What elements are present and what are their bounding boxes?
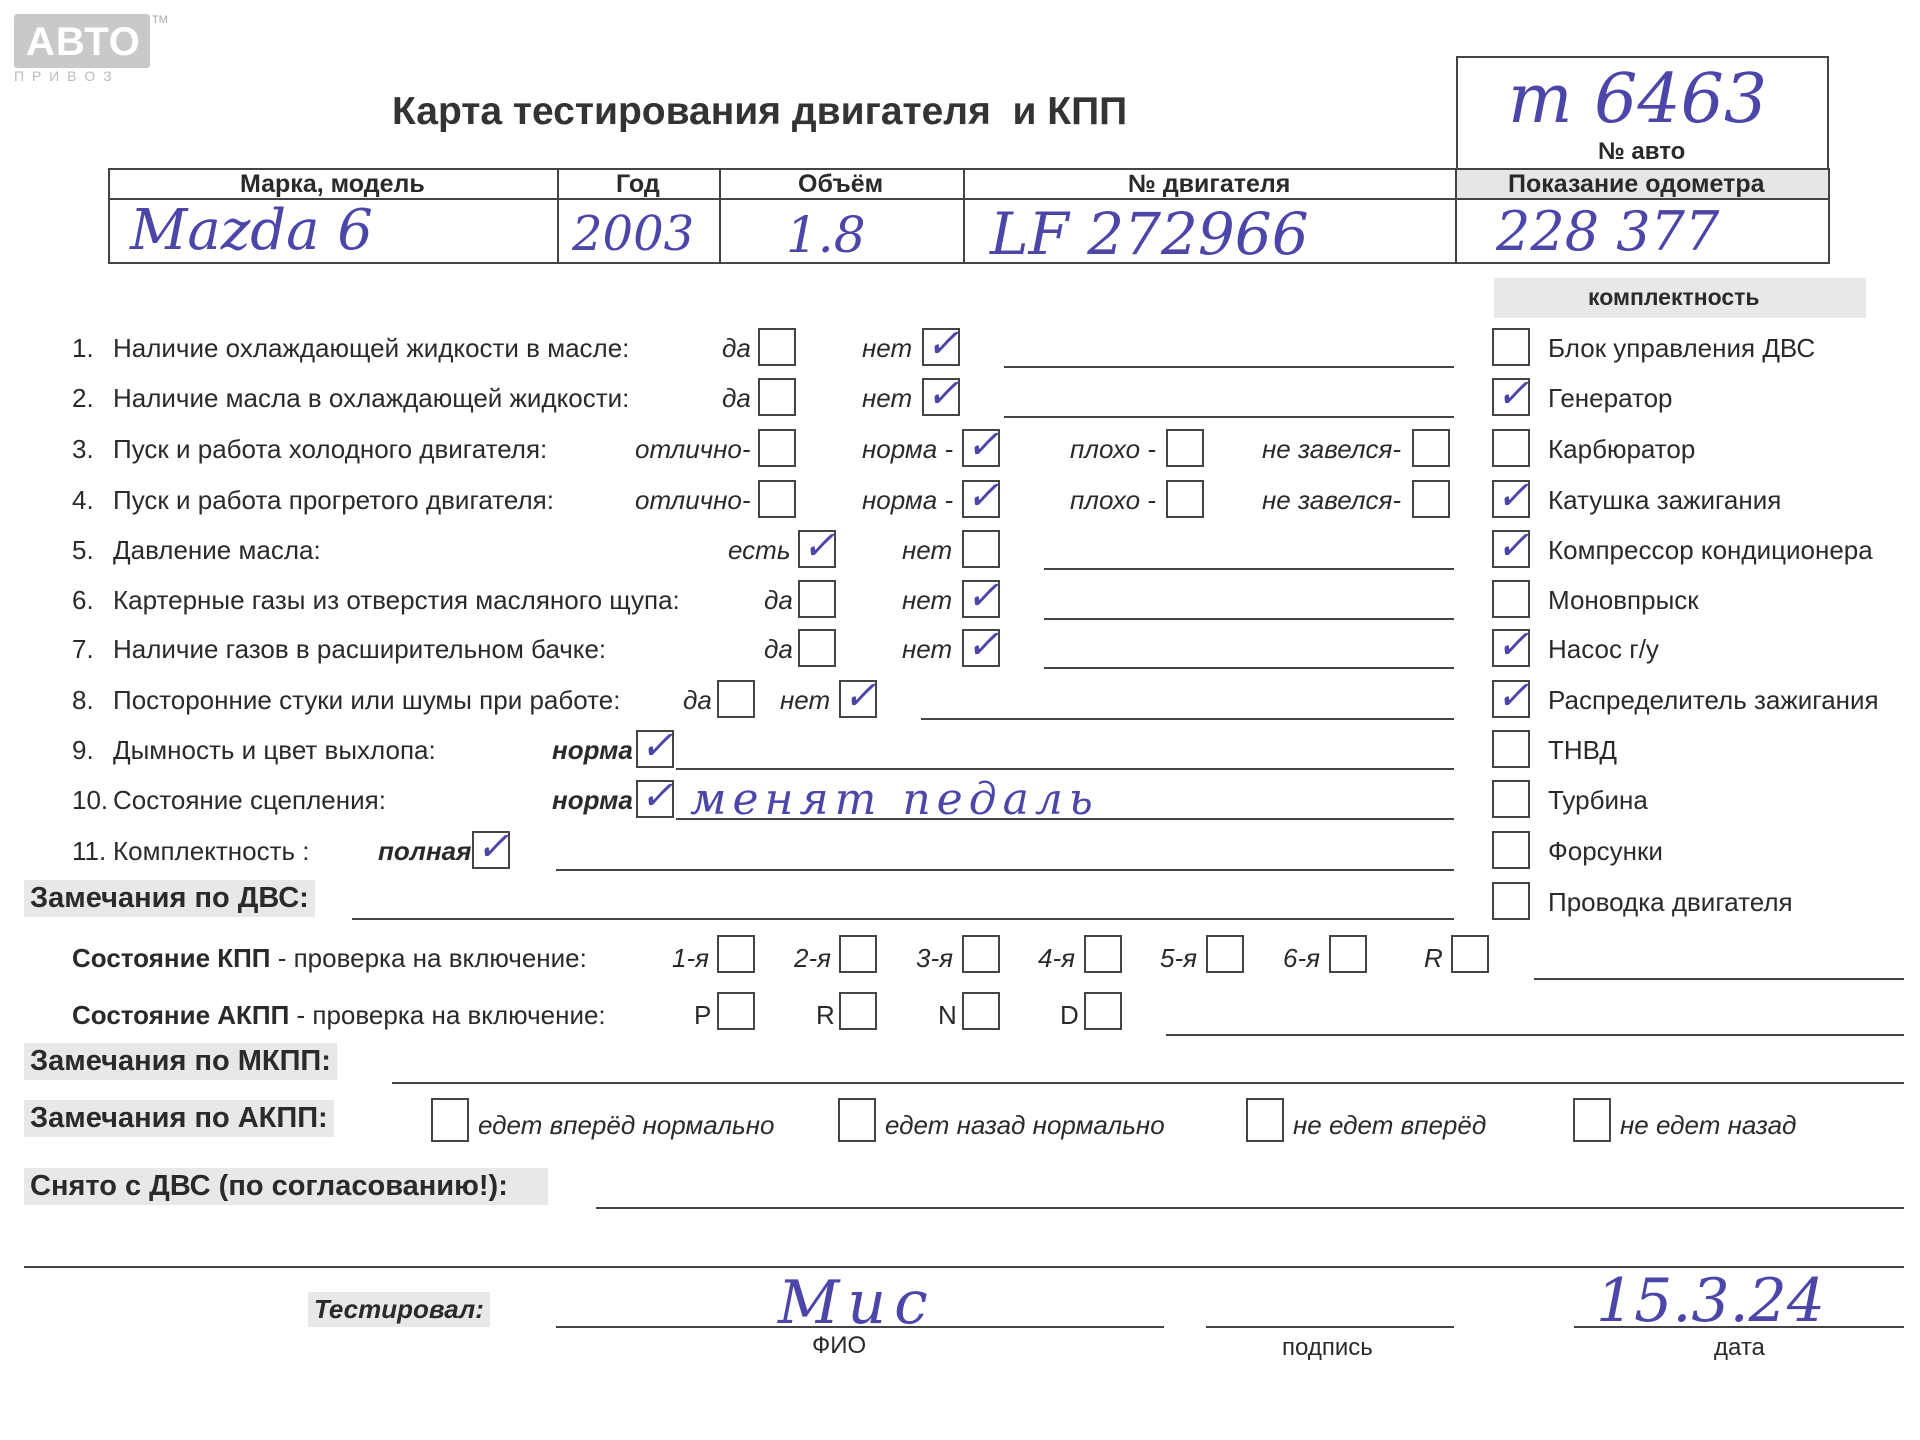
item-label: Пуск и работа прогретого двигателя: xyxy=(113,485,554,515)
checkbox[interactable] xyxy=(962,530,1000,568)
check-mark-icon: ✓ xyxy=(640,723,674,769)
gear-label: N xyxy=(938,1000,957,1030)
dvs-remarks-line[interactable] xyxy=(352,918,1454,920)
item-label: Дымность и цвет выхлопа: xyxy=(113,735,436,765)
engine-no-value[interactable]: LF 272966 xyxy=(990,200,1309,268)
checkbox[interactable] xyxy=(1412,429,1450,467)
checkbox[interactable] xyxy=(758,480,796,518)
completeness-checkbox-checked[interactable] xyxy=(1492,673,1530,719)
completeness-label: Генератор xyxy=(1548,383,1673,413)
akpp-label-rest: - проверка на включение: xyxy=(289,1000,606,1030)
gear-checkbox[interactable] xyxy=(962,935,1000,973)
item-label: Комплектность : xyxy=(113,836,310,866)
check-mark-icon: ✓ xyxy=(843,673,877,719)
checkbox[interactable] xyxy=(1412,480,1450,518)
option-label: не завелся- xyxy=(1262,485,1402,515)
check-mark-icon: ✓ xyxy=(1496,523,1530,569)
check-mark-icon: ✓ xyxy=(926,371,960,417)
completeness-label: Турбина xyxy=(1548,785,1648,815)
completeness-checkbox-checked[interactable] xyxy=(1492,473,1530,519)
kpp-label xyxy=(72,943,587,974)
removed-line[interactable] xyxy=(596,1207,1904,1209)
item-label: Пуск и работа холодного двигателя: xyxy=(113,434,548,464)
sign-label: подпись xyxy=(1282,1334,1373,1361)
answer-line xyxy=(921,718,1454,720)
option-label: полная xyxy=(378,836,472,866)
completeness-label: Распределитель зажигания xyxy=(1548,685,1879,715)
item-number: 1. xyxy=(72,333,94,363)
check-mark-icon: ✓ xyxy=(966,622,1000,668)
tested-by-label: Тестировал: xyxy=(308,1292,490,1327)
fio-line[interactable] xyxy=(556,1326,1164,1328)
col-label-model: Марка, модель xyxy=(240,170,425,198)
gear-checkbox[interactable] xyxy=(1206,935,1244,973)
col-divider xyxy=(963,168,965,264)
checkbox[interactable] xyxy=(758,328,796,366)
check-mark-icon: ✓ xyxy=(1496,673,1530,719)
option-label: да xyxy=(722,333,751,363)
completeness-title: комплектность xyxy=(1588,284,1760,310)
kpp-line[interactable] xyxy=(1534,978,1904,980)
akpp-remark-option: едет назад нормально xyxy=(885,1110,1165,1140)
akpp-label xyxy=(72,1000,606,1031)
check-mark-icon: ✓ xyxy=(802,523,836,569)
option-label: норма xyxy=(552,785,633,815)
odometer-value[interactable]: 228 377 xyxy=(1496,200,1720,263)
option-label: нет xyxy=(902,634,953,664)
option-label: отлично- xyxy=(635,434,751,464)
gear-label: 3-я xyxy=(916,943,954,973)
akpp-remark-checkbox[interactable] xyxy=(838,1098,876,1142)
checkbox[interactable] xyxy=(1166,480,1204,518)
gear-checkbox[interactable] xyxy=(962,992,1000,1030)
item-number: 6. xyxy=(72,585,94,615)
option-label: не завелся- xyxy=(1262,434,1402,464)
gear-label: P xyxy=(694,1000,712,1030)
completeness-checkbox[interactable] xyxy=(1492,580,1530,618)
date-label: дата xyxy=(1714,1334,1765,1361)
item-label: Наличие газов в расширительном бачке: xyxy=(113,634,607,664)
checkbox-checked[interactable] xyxy=(962,473,1000,519)
page-title: Карта тестирования двигателя и КПП xyxy=(392,90,1128,133)
gear-checkbox[interactable] xyxy=(717,935,755,973)
item-number: 11. xyxy=(72,836,107,866)
gear-label: 4-я xyxy=(1038,943,1076,973)
fio-value[interactable]: Мис xyxy=(778,1268,936,1338)
checkbox[interactable] xyxy=(798,629,836,667)
checkbox-checked[interactable] xyxy=(472,824,510,870)
gear-label: R xyxy=(816,1000,835,1030)
fio-label: ФИО xyxy=(812,1332,867,1359)
check-mark-icon: ✓ xyxy=(926,321,960,367)
checkbox[interactable] xyxy=(1166,429,1204,467)
option-label: нет xyxy=(902,535,953,565)
completeness-checkbox[interactable] xyxy=(1492,780,1530,818)
checkbox-checked[interactable] xyxy=(798,523,836,569)
option-label: норма - xyxy=(862,485,954,515)
option-label: норма xyxy=(552,735,633,765)
gear-label: 2-я xyxy=(794,943,832,973)
date-line[interactable] xyxy=(1574,1326,1904,1328)
gear-checkbox[interactable] xyxy=(839,935,877,973)
mkpp-remarks-line[interactable] xyxy=(392,1082,1904,1084)
answer-line xyxy=(676,768,1454,770)
check-mark-icon: ✓ xyxy=(1496,622,1530,668)
akpp-remark-option: не едет вперёд xyxy=(1293,1110,1487,1140)
answer-line xyxy=(1044,618,1454,620)
completeness-checkbox[interactable] xyxy=(1492,429,1530,467)
item-label: Картерные газы из отверстия масляного щупа: xyxy=(113,585,680,615)
gear-label: 1-я xyxy=(672,943,710,973)
item-label: Наличие охлаждающей жидкости в масле: xyxy=(113,333,630,363)
item-label: Состояние сцепления: xyxy=(113,785,386,815)
item-number: 3. xyxy=(72,434,94,464)
item-label: Давление масла: xyxy=(113,535,321,565)
completeness-checkbox-checked[interactable] xyxy=(1492,523,1530,569)
completeness-label: Блок управления ДВС xyxy=(1548,333,1816,363)
checkbox-checked[interactable] xyxy=(962,573,1000,619)
gear-label: R xyxy=(1424,943,1443,973)
completeness-label: Форсунки xyxy=(1548,836,1663,866)
akpp-remark-option: едет вперёд нормально xyxy=(478,1110,775,1140)
option-label: нет xyxy=(862,333,913,363)
checkbox-checked[interactable] xyxy=(922,371,960,417)
option-label: да xyxy=(683,685,712,715)
col-divider xyxy=(719,168,721,264)
option-label: да xyxy=(722,383,751,413)
kpp-label-bold: Состояние КПП xyxy=(72,943,271,973)
dvs-remarks-label: Замечания по ДВС: xyxy=(24,880,315,917)
check-mark-icon: ✓ xyxy=(476,824,510,870)
check-mark-icon: ✓ xyxy=(966,422,1000,468)
completeness-label: Катушка зажигания xyxy=(1548,485,1782,515)
completeness-label: Моновпрыск xyxy=(1548,585,1699,615)
checkbox-checked[interactable] xyxy=(839,673,877,719)
gear-label: D xyxy=(1060,1000,1079,1030)
checkbox[interactable] xyxy=(717,680,755,718)
option-label: плохо - xyxy=(1070,485,1156,515)
kpp-label-rest: - проверка на включение: xyxy=(270,943,587,973)
akpp-remarks-label: Замечания по АКПП: xyxy=(24,1100,334,1137)
akpp-remark-checkbox[interactable] xyxy=(431,1098,469,1142)
logo-text: АВТО xyxy=(26,20,141,64)
mkpp-remarks-label: Замечания по МКПП: xyxy=(24,1043,337,1080)
checkbox[interactable] xyxy=(798,580,836,618)
date-value[interactable]: 15.3.24 xyxy=(1596,1266,1826,1336)
option-label: норма - xyxy=(862,434,954,464)
akpp-line[interactable] xyxy=(1166,1034,1904,1036)
completeness-label: Проводка двигателя xyxy=(1548,887,1793,917)
gear-checkbox[interactable] xyxy=(1084,935,1122,973)
gear-label: 6-я xyxy=(1283,943,1321,973)
gear-checkbox[interactable] xyxy=(1329,935,1367,973)
completeness-checkbox[interactable] xyxy=(1492,882,1530,920)
checkbox-checked[interactable] xyxy=(636,723,674,769)
item-label: Наличие масла в охлаждающей жидкости: xyxy=(113,383,630,413)
completeness-checkbox[interactable] xyxy=(1492,831,1530,869)
car-number-value[interactable]: т 6463 xyxy=(1508,60,1768,139)
clutch-note[interactable]: менят педаль xyxy=(690,774,1099,825)
item-number: 10. xyxy=(72,785,109,815)
model-value[interactable]: Mazda 6 xyxy=(130,198,373,263)
checkbox-checked[interactable] xyxy=(962,422,1000,468)
answer-line xyxy=(1004,366,1454,368)
item-number: 4. xyxy=(72,485,94,515)
check-mark-icon: ✓ xyxy=(966,473,1000,519)
item-number: 7. xyxy=(72,634,94,664)
gear-label: 5-я xyxy=(1160,943,1198,973)
option-label: да xyxy=(764,585,793,615)
item-number: 9. xyxy=(72,735,94,765)
completeness-checkbox-checked[interactable] xyxy=(1492,371,1530,417)
completeness-checkbox[interactable] xyxy=(1492,730,1530,768)
akpp-remark-option: не едет назад xyxy=(1620,1110,1797,1140)
checkbox-checked[interactable] xyxy=(922,321,960,367)
completeness-label: Насос г/у xyxy=(1548,634,1659,664)
checkbox[interactable] xyxy=(758,378,796,416)
car-number-label: № авто xyxy=(1598,138,1686,165)
col-label-volume: Объём xyxy=(798,170,884,198)
year-value[interactable]: 2003 xyxy=(572,206,695,262)
gear-checkbox[interactable] xyxy=(717,992,755,1030)
item-number: 5. xyxy=(72,535,94,565)
logo-subtext: П Р И В О З xyxy=(14,68,114,84)
check-mark-icon: ✓ xyxy=(966,573,1000,619)
item-label: Посторонние стуки или шумы при работе: xyxy=(113,685,621,715)
answer-line xyxy=(556,869,1454,871)
option-label: есть xyxy=(728,535,791,565)
option-label: нет xyxy=(780,685,831,715)
option-label: нет xyxy=(902,585,953,615)
gear-checkbox[interactable] xyxy=(1451,935,1489,973)
checkbox-checked[interactable] xyxy=(636,773,674,819)
sign-line[interactable] xyxy=(1206,1326,1454,1328)
completeness-label: ТНВД xyxy=(1548,735,1618,765)
col-label-engine-no: № двигателя xyxy=(1128,170,1291,198)
removed-label: Снято с ДВС (по согласованию!): xyxy=(24,1168,548,1205)
completeness-label: Компрессор кондиционера xyxy=(1548,535,1873,565)
col-label-year: Год xyxy=(616,170,660,198)
akpp-remark-checkbox[interactable] xyxy=(1573,1098,1611,1142)
item-number: 8. xyxy=(72,685,94,715)
logo xyxy=(14,14,150,68)
checkbox-checked[interactable] xyxy=(962,622,1000,668)
volume-value[interactable]: 1.8 xyxy=(786,206,866,264)
gear-checkbox[interactable] xyxy=(839,992,877,1030)
check-mark-icon: ✓ xyxy=(1496,371,1530,417)
answer-line xyxy=(1044,667,1454,669)
completeness-checkbox-checked[interactable] xyxy=(1492,622,1530,668)
answer-line xyxy=(1044,568,1454,570)
option-label: да xyxy=(764,634,793,664)
item-number: 2. xyxy=(72,383,94,413)
gear-checkbox[interactable] xyxy=(1084,992,1122,1030)
checkbox[interactable] xyxy=(758,429,796,467)
completeness-label: Карбюратор xyxy=(1548,434,1696,464)
option-label: плохо - xyxy=(1070,434,1156,464)
logo-tm: TM xyxy=(152,14,168,26)
col-label-odometer: Показание одометра xyxy=(1508,170,1765,198)
option-label: нет xyxy=(862,383,913,413)
option-label: отлично- xyxy=(635,485,751,515)
check-mark-icon: ✓ xyxy=(1496,473,1530,519)
col-divider xyxy=(557,168,559,264)
check-mark-icon: ✓ xyxy=(640,773,674,819)
akpp-label-bold: Состояние АКПП xyxy=(72,1000,290,1030)
answer-line xyxy=(1004,416,1454,418)
completeness-checkbox[interactable] xyxy=(1492,328,1530,366)
akpp-remark-checkbox[interactable] xyxy=(1246,1098,1284,1142)
